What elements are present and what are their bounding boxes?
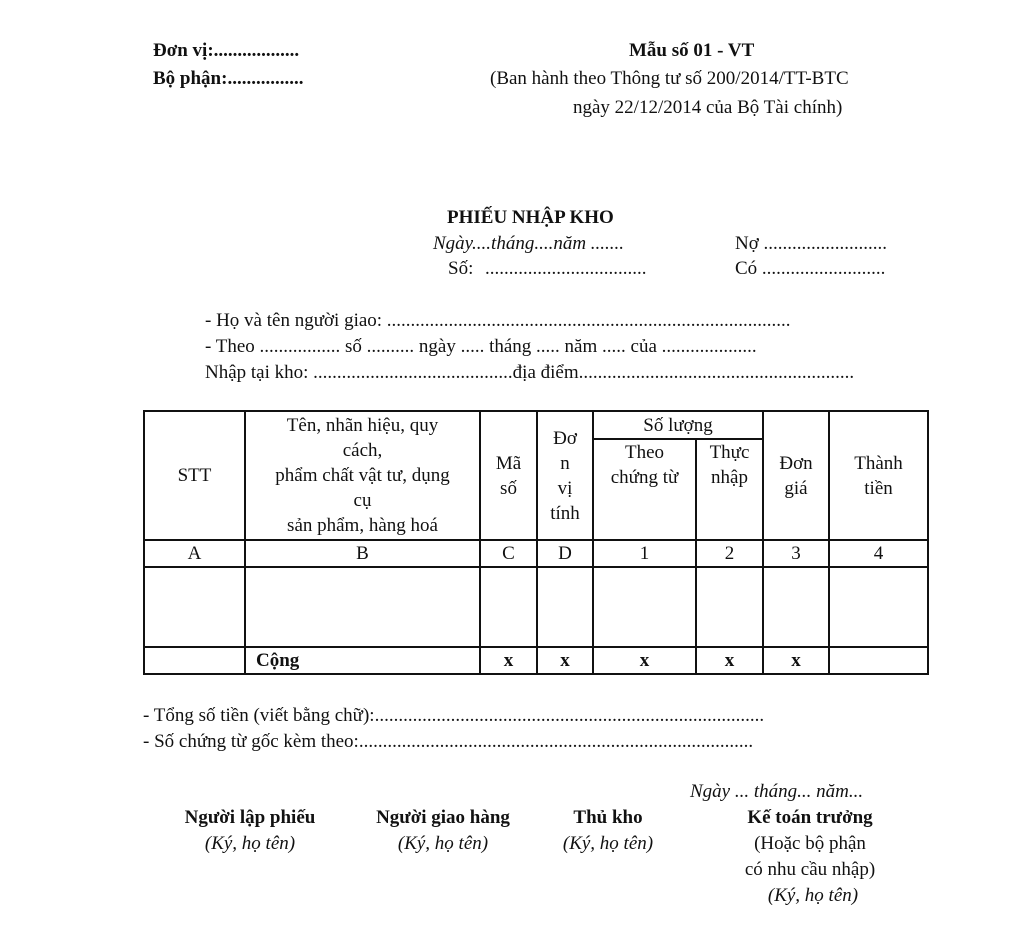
header-don-vi-tinh: Đơ n vị tính	[537, 411, 593, 540]
total-mark: x	[763, 647, 829, 674]
table-row	[144, 567, 928, 647]
signature-nguoi-giao-hang: Người giao hàng (Ký, họ tên)	[376, 807, 510, 854]
header-thuc-nhap: Thực nhập	[696, 439, 763, 540]
total-mark: x	[696, 647, 763, 674]
signature-ke-toan-truong: Kế toán trưởng (Hoặc bộ phận có nhu cầu nhập) (Ký, họ tên)	[744, 807, 876, 906]
table-cell[interactable]	[144, 567, 245, 647]
table-cell[interactable]	[593, 567, 696, 647]
code-cell: 3	[763, 540, 829, 567]
tong-so-tien-field[interactable]: - Tổng số tiền (viết bằng chữ):..................................................................................	[143, 705, 765, 726]
so-field[interactable]: ..................................	[485, 258, 647, 279]
page-title: PHIẾU NHẬP KHO	[447, 207, 614, 228]
code-cell: C	[480, 540, 537, 567]
total-mark: x	[537, 647, 593, 674]
goods-table	[143, 410, 929, 675]
co-account-field[interactable]: Có ..........................	[735, 258, 886, 279]
header-so-luong: Số lượng	[593, 411, 763, 439]
code-cell: D	[537, 540, 593, 567]
header-stt: STT	[144, 411, 245, 540]
table-cell[interactable]	[763, 567, 829, 647]
total-mark: x	[593, 647, 696, 674]
table-cell[interactable]	[829, 567, 928, 647]
don-vi-label: Đơn vị:..................	[153, 40, 300, 61]
so-chung-tu-field[interactable]: - Số chứng từ gốc kèm theo:...................................................................................	[143, 731, 754, 752]
signature-nguoi-lap-phieu: Người lập phiếu (Ký, họ tên)	[184, 807, 316, 854]
code-cell: 1	[593, 540, 696, 567]
code-cell: 4	[829, 540, 928, 567]
header-theo-chung-tu: Theo chứng từ	[593, 439, 696, 540]
header-ma-so: Mã số	[480, 411, 537, 540]
total-amount-cell[interactable]	[829, 647, 928, 674]
so-label: Số:	[448, 258, 474, 279]
table-cell[interactable]	[245, 567, 480, 647]
issuance-date-note: ngày 22/12/2014 của Bộ Tài chính)	[573, 97, 843, 118]
table-cell[interactable]	[480, 567, 537, 647]
form-code: Mẫu số 01 - VT	[629, 40, 755, 61]
nhap-tai-kho-field[interactable]: Nhập tại kho: ..........................................địa điểm..........................................................	[205, 362, 855, 383]
nguoi-giao-field[interactable]: - Họ và tên người giao: .....................................................................................	[205, 310, 791, 331]
total-row	[144, 647, 928, 674]
header-thanh-tien: Thành tiền	[829, 411, 928, 540]
date-line: Ngày....tháng....năm .......	[433, 233, 625, 254]
code-cell: A	[144, 540, 245, 567]
total-mark: x	[480, 647, 537, 674]
code-cell: 2	[696, 540, 763, 567]
column-code-row	[144, 540, 928, 567]
header-ten-vat-tu: Tên, nhãn hiệu, quy cách, phẩm chất vật tư, dụng cụ sản phẩm, hàng hoá	[245, 411, 480, 540]
table-cell[interactable]	[537, 567, 593, 647]
table-cell[interactable]	[696, 567, 763, 647]
signature-date-line: Ngày ... tháng... năm...	[690, 781, 864, 802]
bo-phan-label: Bộ phận:................	[153, 68, 304, 89]
issuance-note: (Ban hành theo Thông tư số 200/2014/TT-BTC	[490, 68, 849, 89]
total-empty-cell	[144, 647, 245, 674]
no-account-field[interactable]: Nợ ..........................	[735, 233, 888, 254]
theo-field[interactable]: - Theo ................. số .......... ngày ..... tháng ..... năm ..... của ....................	[205, 336, 757, 357]
code-cell: B	[245, 540, 480, 567]
total-label: Cộng	[245, 647, 480, 674]
signature-thu-kho: Thủ kho (Ký, họ tên)	[562, 807, 654, 854]
header-don-gia: Đơn giá	[763, 411, 829, 540]
